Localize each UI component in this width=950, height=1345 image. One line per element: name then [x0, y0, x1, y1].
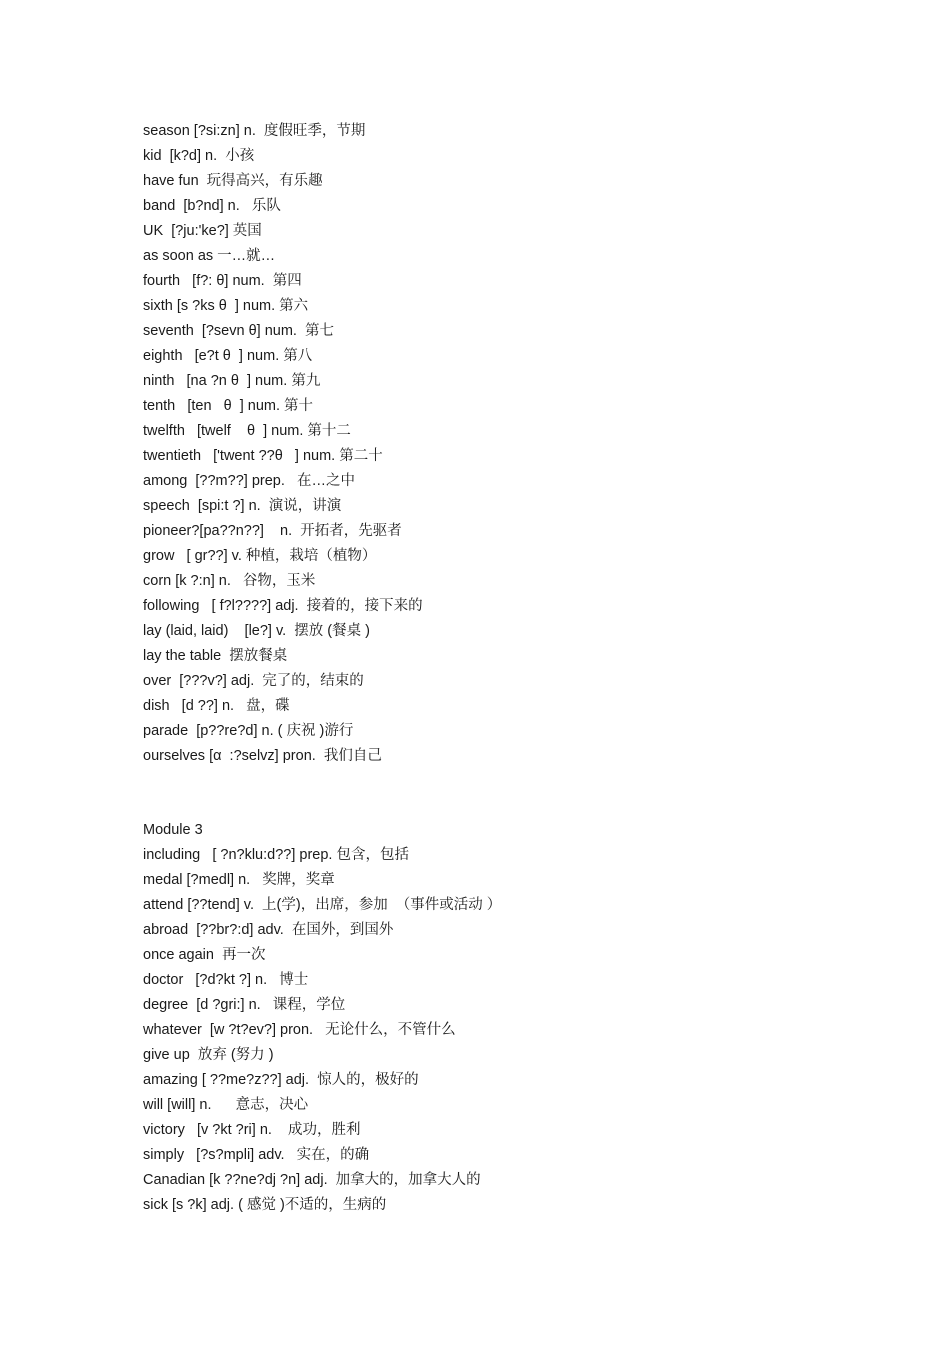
- vocab-entry: Canadian [k ??ne?dj ?n] adj. 加拿大的，加拿大人的: [143, 1172, 481, 1188]
- vocab-entry: once again 再一次: [143, 947, 266, 963]
- vocab-entry: as soon as 一…就…: [143, 248, 276, 264]
- vocab-entry: twentieth ['twent ??θ ] num. 第二十: [143, 448, 383, 464]
- vocab-entry: speech [spi:t ?] n. 演说，讲演: [143, 498, 342, 514]
- vocab-entry: fourth [f?: θ] num. 第四: [143, 273, 302, 289]
- vocab-entry: over [???v?] adj. 完了的，结束的: [143, 673, 364, 689]
- vocab-entry: pioneer?[pa??n??] n. 开拓者，先驱者: [143, 523, 402, 539]
- vocab-entry: band [b?nd] n. 乐队: [143, 198, 281, 214]
- vocab-entry: ninth [na ?n θ ] num. 第九: [143, 373, 321, 389]
- vocabulary-list-1: [143, 121, 903, 771]
- vocab-entry: ourselves [α :?selvz] pron. 我们自己: [143, 748, 382, 764]
- vocab-entry: simply [?s?mpli] adv. 实在，的确: [143, 1147, 370, 1163]
- vocab-entry: following [ f?l????] adj. 接着的，接下来的: [143, 598, 423, 614]
- vocab-entry: lay the table 摆放餐桌: [143, 648, 288, 664]
- vocab-entry: kid [k?d] n. 小孩: [143, 148, 255, 164]
- vocab-entry: grow [ gr??] v. 种植，栽培（植物）: [143, 548, 377, 564]
- vocab-entry: sick [s ?k] adj. ( 感觉 )不适的，生病的: [143, 1197, 387, 1213]
- vocab-entry: parade [p??re?d] n. ( 庆祝 )游行: [143, 723, 354, 739]
- vocab-entry: abroad [??br?:d] adv. 在国外，到国外: [143, 922, 394, 938]
- vocab-entry: sixth [s ?ks θ ] num. 第六: [143, 298, 309, 314]
- vocab-entry: including [ ?n?klu:d??] prep. 包含，包括: [143, 847, 409, 863]
- vocab-entry: doctor [?d?kt ?] n. 博士: [143, 972, 309, 988]
- vocab-entry: victory [v ?kt ?ri] n. 成功，胜利: [143, 1122, 361, 1138]
- vocab-entry: UK [?ju:'ke?] 英国: [143, 223, 262, 239]
- vocab-entry: whatever [w ?t?ev?] pron. 无论什么，不管什么: [143, 1022, 456, 1038]
- vocab-entry: give up 放弃 (努力 ): [143, 1047, 274, 1063]
- vocab-entry: season [?si:zn] n. 度假旺季，节期: [143, 123, 366, 139]
- vocab-entry: have fun 玩得高兴，有乐趣: [143, 173, 323, 189]
- vocab-entry: degree [d ?gri:] n. 课程，学位: [143, 997, 346, 1013]
- vocab-entry: corn [k ?:n] n. 谷物，玉米: [143, 573, 316, 589]
- vocab-entry: medal [?medl] n. 奖牌，奖章: [143, 872, 335, 888]
- vocab-entry: lay (laid, laid) [le?] v. 摆放 (餐桌 ): [143, 623, 370, 639]
- vocabulary-list-2: [143, 820, 903, 1220]
- vocab-entry: amazing [ ??me?z??] adj. 惊人的，极好的: [143, 1072, 419, 1088]
- vocab-entry: eighth [e?t θ ] num. 第八: [143, 348, 313, 364]
- module-heading: Module 3: [143, 822, 203, 838]
- vocab-entry: will [will] n. 意志，决心: [143, 1097, 309, 1113]
- vocab-entry: dish [d ??] n. 盘，碟: [143, 698, 290, 714]
- vocab-entry: seventh [?sevn θ] num. 第七: [143, 323, 335, 339]
- vocab-entry: attend [??tend] v. 上(学)，出席，参加 （事件或活动 ）: [143, 897, 502, 913]
- vocab-entry: among [??m??] prep. 在…之中: [143, 473, 355, 489]
- vocab-entry: tenth [ten θ ] num. 第十: [143, 398, 314, 414]
- vocab-entry: twelfth [twelf θ ] num. 第十二: [143, 423, 351, 439]
